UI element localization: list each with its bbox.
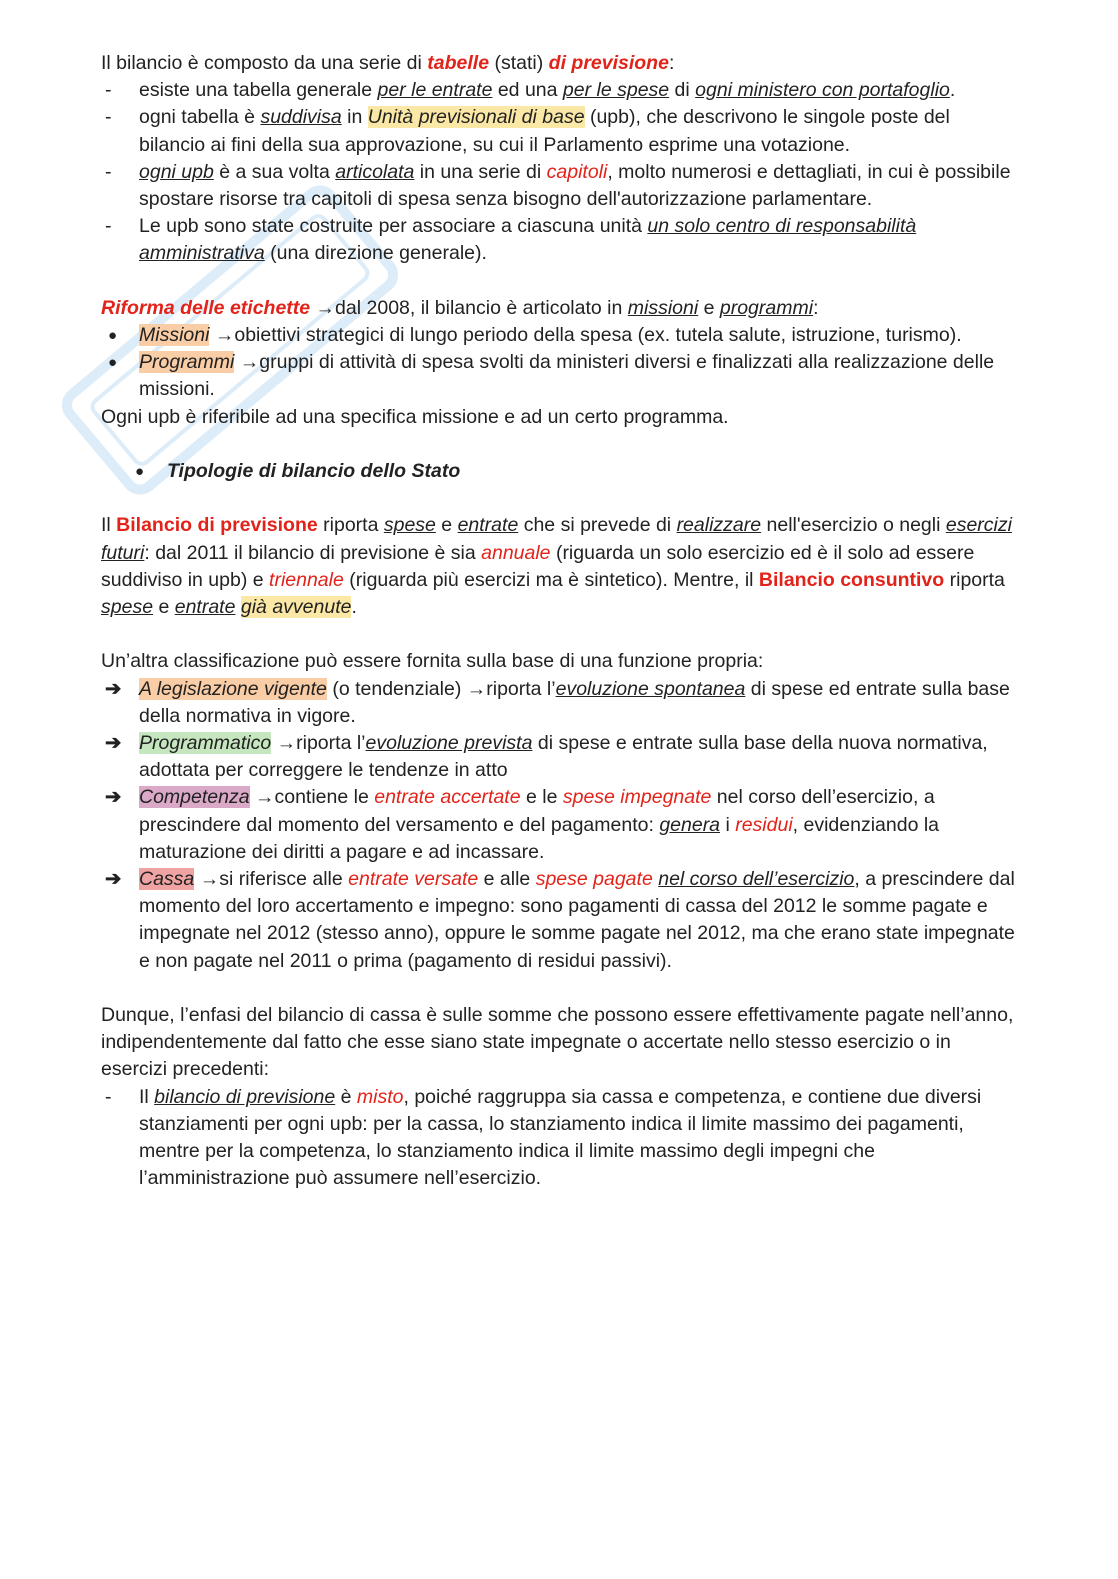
list-item: - Le upb sono state costruite per associare a ciascuna unità un solo centro di responsabilità amministrativa (una direzione generale).: [105, 215, 917, 265]
riforma-paragraph: Riforma delle etichette →dal 2008, il bilancio è articolato in missioni e programmi:: [101, 296, 819, 319]
intro-paragraph: Il bilancio è composto da una serie di tabelle (stati) di previsione:: [101, 52, 675, 74]
list-item: - ogni upb è a sua volta articolata in una serie di capitoli, molto numerosi e dettagliati, in cui è possibile spostare risorse tra capitoli di spesa senza bisogno dell'autorizzazione parlamentare.: [105, 160, 1011, 211]
list-item-competenza: ➔ Competenza →contiene le entrate accertate e le spese impegnate nel corso dell’esercizio, a prescindere dal momento del versamento e del pagamento: genera i residui, evidenziando la maturazione dei diritti a pagare e ad incassare.: [105, 786, 940, 863]
section-title: ● Tipologie di bilancio dello Stato: [135, 460, 461, 483]
list-item-missioni: ● Missioni →obiettivi strategici di lungo periodo della spesa (ex. tutela salute, istruzione, turismo).: [108, 324, 962, 347]
list-item-cassa: ➔ Cassa →si riferisce alle entrate versate e alle spese pagate nel corso dell’esercizio, a prescindere dal momento del loro accertamento e impegno: sono pagamenti di cassa del 2012 le somme pagate e impegnate nel 2012 (stesso anno), oppure le somme pagate nel 2012, ma che erano state impegnate e non pagate nel 2011 o prima (pagamento di residui passivi).: [105, 868, 1015, 972]
list-item-programmi: ● Programmi →gruppi di attività di spesa svolti da ministeri diversi e finalizzati alla realizzazione delle missioni.: [108, 351, 995, 401]
list-item-legislazione: ➔ A legislazione vigente (o tendenziale) →riporta l’evoluzione spontanea di spese ed entrate sulla base della normativa in vigore.: [105, 677, 1010, 727]
list-item: - esiste una tabella generale per le entrate ed una per le spese di ogni ministero con portafoglio.: [105, 79, 956, 102]
riforma-closing: Ogni upb è riferibile ad una specifica missione e ad un certo programma.: [101, 405, 729, 428]
classificazione-intro: Un’altra classificazione può essere fornita sulla base di una funzione propria:: [101, 650, 764, 673]
list-item-misto: - Il bilancio di previsione è misto, poiché raggruppa sia cassa e competenza, e contiene due diversi stanziamenti per ogni upb: per la cassa, lo stanziamento indica il limite massimo dei pagamenti, mentre per la competenza, lo stanziamento indica il limite massimo degli impegni che l’amministrazione può assumere nell’esercizio.: [105, 1085, 982, 1190]
list-item: - ogni tabella è suddivisa in Unità previsionali di base (upb), che descrivono le singole poste del bilancio ai fini della sua approvazione, su cui il Parlamento esprime una votazione.: [105, 106, 950, 156]
list-item-programmatico: ➔ Programmatico →riporta l’evoluzione prevista di spese e entrate sulla base della nuova normativa, adottata per correggere le tendenze in atto: [105, 732, 988, 782]
document-page: [101, 50, 1021, 1192]
dunque-paragraph: Dunque, l’enfasi del bilancio di cassa è sulle somme che possono essere effettivamente pagate nell’anno, indipendentemente dal fatto che esse siano state impegnate o accertate nello stesso esercizio o in esercizi precedenti:: [101, 1004, 1014, 1081]
bilancio-paragraph: Il Bilancio di previsione riporta spese e entrate che si prevede di realizzare nell'esercizio o negli esercizi futuri: dal 2011 il bilancio di previsione è sia annuale (riguarda un solo esercizio ed è il solo ad essere suddiviso in upb) e triennale (riguarda più esercizi ma è sintetico). Mentre, il Bilancio consuntivo riporta spese e entrate già avvenute.: [101, 514, 1012, 619]
